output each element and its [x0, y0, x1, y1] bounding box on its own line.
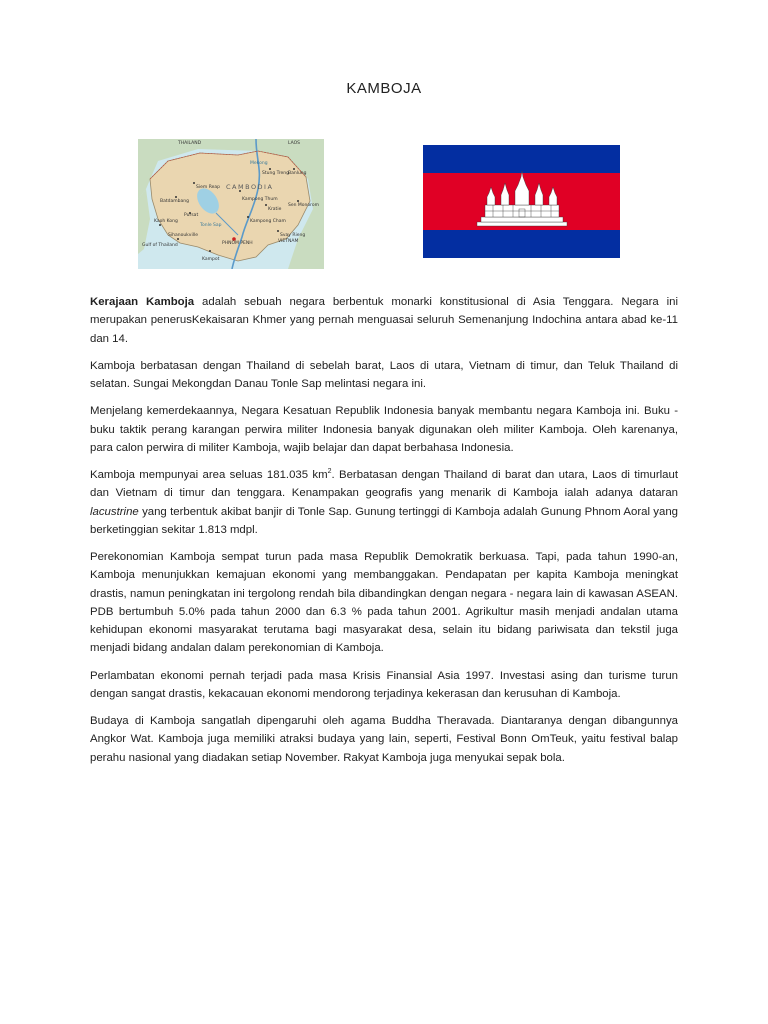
label-kratie: Kratie — [268, 207, 282, 212]
label-pursat: Pursat — [184, 213, 199, 218]
label-sen-monorom: Sen Monorom — [288, 203, 320, 208]
cambodia-map — [138, 139, 324, 269]
label-laos: LAOS — [288, 141, 301, 146]
city-dot — [177, 238, 179, 240]
paragraph-intro — [90, 293, 678, 348]
label-kaoh-kong: Kaoh Kong — [154, 219, 178, 224]
cambodia-flag — [423, 145, 620, 258]
intro-bold: Kerajaan Kamboja — [90, 296, 195, 308]
geo-text-a: Kamboja mempunyai area seluas 181.035 km — [90, 468, 328, 481]
label-siem-reap: Siem Reap — [196, 185, 220, 190]
paragraph-crisis: Perlambatan ekonomi pernah terjadi pada masa Krisis Finansial Asia 1997. Investasi asing dan turisme turun dengan sangat drastis, kekacauan ekonomi mendorong terjadinya kekerasan dan kerusuhan di Kamboja. — [90, 669, 678, 700]
paragraph-independence: Menjelang kemerdekaannya, Negara Kesatuan Republik Indonesia banyak membantu negara Kamboja ini. Buku - buku taktik perang karangan perwira militer Indonesia banyak digunakan oleh militer Kamboja. Oleh karenanya, para calon perwira di militer Kamboja, wajib belajar dan dapat berbahasa Indonesia. — [90, 405, 678, 454]
intro-text: adalah sebuah negara berbentuk monarki konstitusional di Asia Tenggara. Negara ini merupakan penerusKekaisaran Khmer yang pernah menguasai seluruh Semenanjung Indochina antara abad ke-11 dan 14. — [90, 296, 678, 345]
label-svay-rieng: Svay Rieng — [280, 233, 306, 238]
label-stung-treng: Stung Treng — [262, 171, 289, 176]
city-dot — [247, 216, 249, 218]
flag-bottom-blue — [423, 230, 620, 258]
city-dot — [175, 196, 177, 198]
paragraph-geography — [90, 466, 678, 539]
geo-italic: lacustrine — [90, 505, 139, 518]
city-dot — [293, 168, 295, 170]
label-phnom-penh: PHNOM PENH — [222, 241, 253, 246]
city-dot — [265, 204, 267, 206]
label-sihanoukville: Sihanoukville — [168, 233, 198, 238]
label-mekong: Mekong — [250, 161, 268, 166]
paragraph-economy: Perekonomian Kamboja sempat turun pada masa Republik Demokratik berkuasa. Tapi, pada tahun 1990-an, Kamboja menunjukkan kemajuan ekonomi yang membanggakan. Pendapatan per kapita Kamboja meningkat drastis, namun peningkatan ini tergolong rendah bila dibandingkan dengan negara - negara lain di kawasan ASEAN. PDB bertumbuh 5.0% pada tahun 2000 dan 6.3 % pada tahun 2001. Agrikultur masih menjadi andalan utama kehidupan ekonomi masyarakat terutama bagi masyarakat desa, selain itu bidang pariwisata dan tekstil juga menjadi bidang andalan dalam perekonomian di Kamboja. — [90, 550, 678, 655]
flag-top-blue — [423, 145, 620, 173]
geo-sup: 2 — [327, 468, 332, 476]
temple-base — [477, 222, 567, 226]
paragraph-culture: Budaya di Kamboja sangatlah dipengaruhi oleh agama Buddha Theravada. Diantaranya dengan dibangunnya Angkor Wat. Kamboja juga memiliki atraksi budaya yang lain, seperti, Festival Bonn OmTeuk, yaitu festival balap perahu nasional yang diadakan setiap November. Rakyat Kamboja juga menyukai sepak bola. — [90, 714, 678, 764]
city-dot — [209, 250, 211, 252]
city-dot — [277, 230, 279, 232]
label-kampot: Kampot — [202, 257, 220, 262]
label-thailand: THAILAND — [178, 141, 202, 146]
label-banlung: Banlung — [288, 171, 307, 176]
label-kampong-thum: Kampong Thum — [242, 197, 278, 202]
city-dot — [159, 224, 161, 226]
temple-step — [481, 217, 563, 222]
label-lake: Tonle Sap — [200, 223, 222, 228]
label-kampong-cham: Kampong Cham — [250, 219, 286, 224]
page-title: KAMBOJA — [346, 80, 422, 97]
label-cambodia: CAMBODIA — [226, 183, 274, 191]
geo-text-c: yang terbentuk akibat banjir di Tonle Sap. Gunung tertinggi di Kamboja adalah Gunung Phnom Aoral yang berketinggian sekitar 1.813 mdpl. — [90, 505, 678, 536]
city-dot — [269, 168, 271, 170]
geo-text-b: . Berbatasan dengan Thailand di barat dan utara, Laos di timurlaut dan Vietnam di timur dan tenggara. Kenampakan geografis yang menarik di Kamboja ialah adanya dataran — [90, 468, 678, 500]
flag-graphic — [423, 145, 620, 258]
city-dot — [297, 200, 299, 202]
label-battambang: Batdambang — [160, 199, 189, 204]
label-vietnam: VIETNAM — [278, 239, 299, 244]
label-gulf: Gulf of Thailand — [142, 243, 178, 248]
paragraph-borders: Kamboja berbatasan dengan Thailand di sebelah barat, Laos di utara, Vietnam di timur, dan Teluk Thailand di selatan. Sungai Mekongdan Danau Tonle Sap melintasi negara ini. — [90, 359, 678, 391]
article-body — [90, 293, 678, 776]
city-dot — [193, 182, 195, 184]
